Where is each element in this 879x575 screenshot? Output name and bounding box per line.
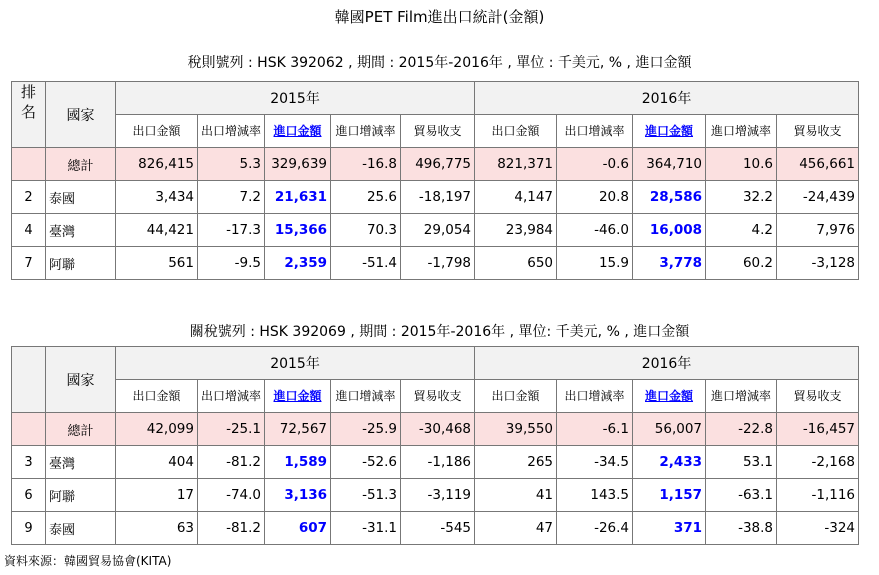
column-header: 出口增減率 (198, 380, 265, 413)
table-row (12, 247, 859, 280)
total-value: -25.1 (198, 413, 265, 446)
rank-cell: 6 (12, 479, 46, 512)
value-cell: -46.0 (557, 214, 633, 247)
value-cell: -34.5 (557, 446, 633, 479)
total-value: 826,415 (116, 148, 198, 181)
table2-subtitle: 關稅號列 : HSK 392069 , 期間 : 2015年-2016年 , 單位: 千美元, % , 進口金額 (189, 324, 690, 340)
year-header-2016: 2016年 (475, 82, 859, 115)
page-title: 韓國PET Film進出口統計(金額) (334, 8, 545, 26)
value-cell: 4,147 (475, 181, 557, 214)
total-row (12, 148, 859, 181)
column-header: 出口金額 (116, 380, 198, 413)
value-cell: 25.6 (331, 181, 401, 214)
import-value: 1,157 (633, 479, 706, 512)
value-cell: -1,186 (401, 446, 475, 479)
country-cell: 臺灣 (46, 214, 116, 247)
value-cell: -51.4 (331, 247, 401, 280)
value-cell: 70.3 (331, 214, 401, 247)
column-header: 進口金額 (265, 115, 331, 148)
value-cell: 15.9 (557, 247, 633, 280)
value-cell: 3,434 (116, 181, 198, 214)
value-cell: 143.5 (557, 479, 633, 512)
total-value: 821,371 (475, 148, 557, 181)
header-row-columns (12, 115, 859, 148)
table-row (12, 181, 859, 214)
column-header: 進口增減率 (706, 380, 777, 413)
import-value: 15,366 (265, 214, 331, 247)
trade-table-hsk392069 (11, 346, 859, 545)
value-cell: -31.1 (331, 512, 401, 545)
value-cell: -52.6 (331, 446, 401, 479)
value-cell: 44,421 (116, 214, 198, 247)
column-header: 出口金額 (475, 380, 557, 413)
value-cell: -51.3 (331, 479, 401, 512)
trade-table-hsk392062 (11, 81, 859, 280)
table-row (12, 446, 859, 479)
value-cell: -17.3 (198, 214, 265, 247)
value-cell: 265 (475, 446, 557, 479)
total-value: -25.9 (331, 413, 401, 446)
total-value: -16,457 (777, 413, 859, 446)
value-cell: -9.5 (198, 247, 265, 280)
rank-cell: 9 (12, 512, 46, 545)
column-header: 出口金額 (116, 115, 198, 148)
value-cell: -2,168 (777, 446, 859, 479)
table-row (12, 479, 859, 512)
import-value: 3,778 (633, 247, 706, 280)
column-header: 出口金額 (475, 115, 557, 148)
value-cell: 561 (116, 247, 198, 280)
total-value: -16.8 (331, 148, 401, 181)
rank-cell: 7 (12, 247, 46, 280)
total-value: 329,639 (265, 148, 331, 181)
import-value: 2,359 (265, 247, 331, 280)
import-value: 16,008 (633, 214, 706, 247)
header-row-columns (12, 380, 859, 413)
column-header: 進口金額 (633, 380, 706, 413)
value-cell: 404 (116, 446, 198, 479)
column-header: 貿易收支 (401, 380, 475, 413)
total-value: 5.3 (198, 148, 265, 181)
column-header: 進口增減率 (331, 115, 401, 148)
year-header-2015: 2015年 (116, 82, 475, 115)
table-row (12, 214, 859, 247)
table-row (12, 512, 859, 545)
country-cell: 阿聯 (46, 247, 116, 280)
header-row-years (12, 82, 859, 115)
value-cell: 23,984 (475, 214, 557, 247)
value-cell: 63 (116, 512, 198, 545)
rank-cell: 3 (12, 446, 46, 479)
import-value: 28,586 (633, 181, 706, 214)
value-cell: -24,439 (777, 181, 859, 214)
header-row-years (12, 347, 859, 380)
total-label: 總計 (46, 413, 116, 446)
source-note: 資料來源：韓國貿易協會(KITA) (4, 554, 172, 568)
value-cell: 32.2 (706, 181, 777, 214)
value-cell: 60.2 (706, 247, 777, 280)
year-header-2015: 2015年 (116, 347, 475, 380)
value-cell: -1,798 (401, 247, 475, 280)
total-value: 10.6 (706, 148, 777, 181)
total-rank-cell (12, 413, 46, 446)
import-value: 21,631 (265, 181, 331, 214)
country-header: 國家 (46, 347, 116, 413)
table1-subtitle: 稅則號列 : HSK 392062 , 期間 : 2015年-2016年 , 單位 : 千美元, % , 進口金額 (187, 55, 692, 71)
total-value: 42,099 (116, 413, 198, 446)
total-value: -6.1 (557, 413, 633, 446)
value-cell: 4.2 (706, 214, 777, 247)
total-value: 496,775 (401, 148, 475, 181)
total-value: 56,007 (633, 413, 706, 446)
value-cell: 47 (475, 512, 557, 545)
rank-cell: 4 (12, 214, 46, 247)
country-cell: 泰國 (46, 512, 116, 545)
value-cell: 17 (116, 479, 198, 512)
column-header: 貿易收支 (401, 115, 475, 148)
country-cell: 臺灣 (46, 446, 116, 479)
value-cell: -545 (401, 512, 475, 545)
total-value: -30,468 (401, 413, 475, 446)
value-cell: 7.2 (198, 181, 265, 214)
rank-cell: 2 (12, 181, 46, 214)
import-value: 371 (633, 512, 706, 545)
column-header: 貿易收支 (777, 380, 859, 413)
total-rank-cell (12, 148, 46, 181)
value-cell: -38.8 (706, 512, 777, 545)
total-value: -0.6 (557, 148, 633, 181)
total-value: 456,661 (777, 148, 859, 181)
column-header: 進口金額 (265, 380, 331, 413)
year-header-2016: 2016年 (475, 347, 859, 380)
total-value: 39,550 (475, 413, 557, 446)
column-header: 貿易收支 (777, 115, 859, 148)
column-header: 出口增減率 (557, 380, 633, 413)
country-cell: 泰國 (46, 181, 116, 214)
country-cell: 阿聯 (46, 479, 116, 512)
value-cell: -18,197 (401, 181, 475, 214)
column-header: 進口金額 (633, 115, 706, 148)
value-cell: 20.8 (557, 181, 633, 214)
rank-header: 排名 (12, 82, 46, 148)
value-cell: -74.0 (198, 479, 265, 512)
column-header: 進口增減率 (331, 380, 401, 413)
value-cell: 53.1 (706, 446, 777, 479)
rank-header (12, 347, 46, 413)
value-cell: -63.1 (706, 479, 777, 512)
total-value: -22.8 (706, 413, 777, 446)
value-cell: 41 (475, 479, 557, 512)
total-value: 364,710 (633, 148, 706, 181)
value-cell: 29,054 (401, 214, 475, 247)
total-label: 總計 (46, 148, 116, 181)
value-cell: 650 (475, 247, 557, 280)
value-cell: -81.2 (198, 512, 265, 545)
import-value: 607 (265, 512, 331, 545)
value-cell: 7,976 (777, 214, 859, 247)
column-header: 進口增減率 (706, 115, 777, 148)
import-value: 1,589 (265, 446, 331, 479)
import-value: 2,433 (633, 446, 706, 479)
value-cell: -324 (777, 512, 859, 545)
import-value: 3,136 (265, 479, 331, 512)
country-header: 國家 (46, 82, 116, 148)
total-value: 72,567 (265, 413, 331, 446)
value-cell: -3,119 (401, 479, 475, 512)
column-header: 出口增減率 (557, 115, 633, 148)
column-header: 出口增減率 (198, 115, 265, 148)
total-row (12, 413, 859, 446)
value-cell: -26.4 (557, 512, 633, 545)
value-cell: -1,116 (777, 479, 859, 512)
value-cell: -81.2 (198, 446, 265, 479)
value-cell: -3,128 (777, 247, 859, 280)
